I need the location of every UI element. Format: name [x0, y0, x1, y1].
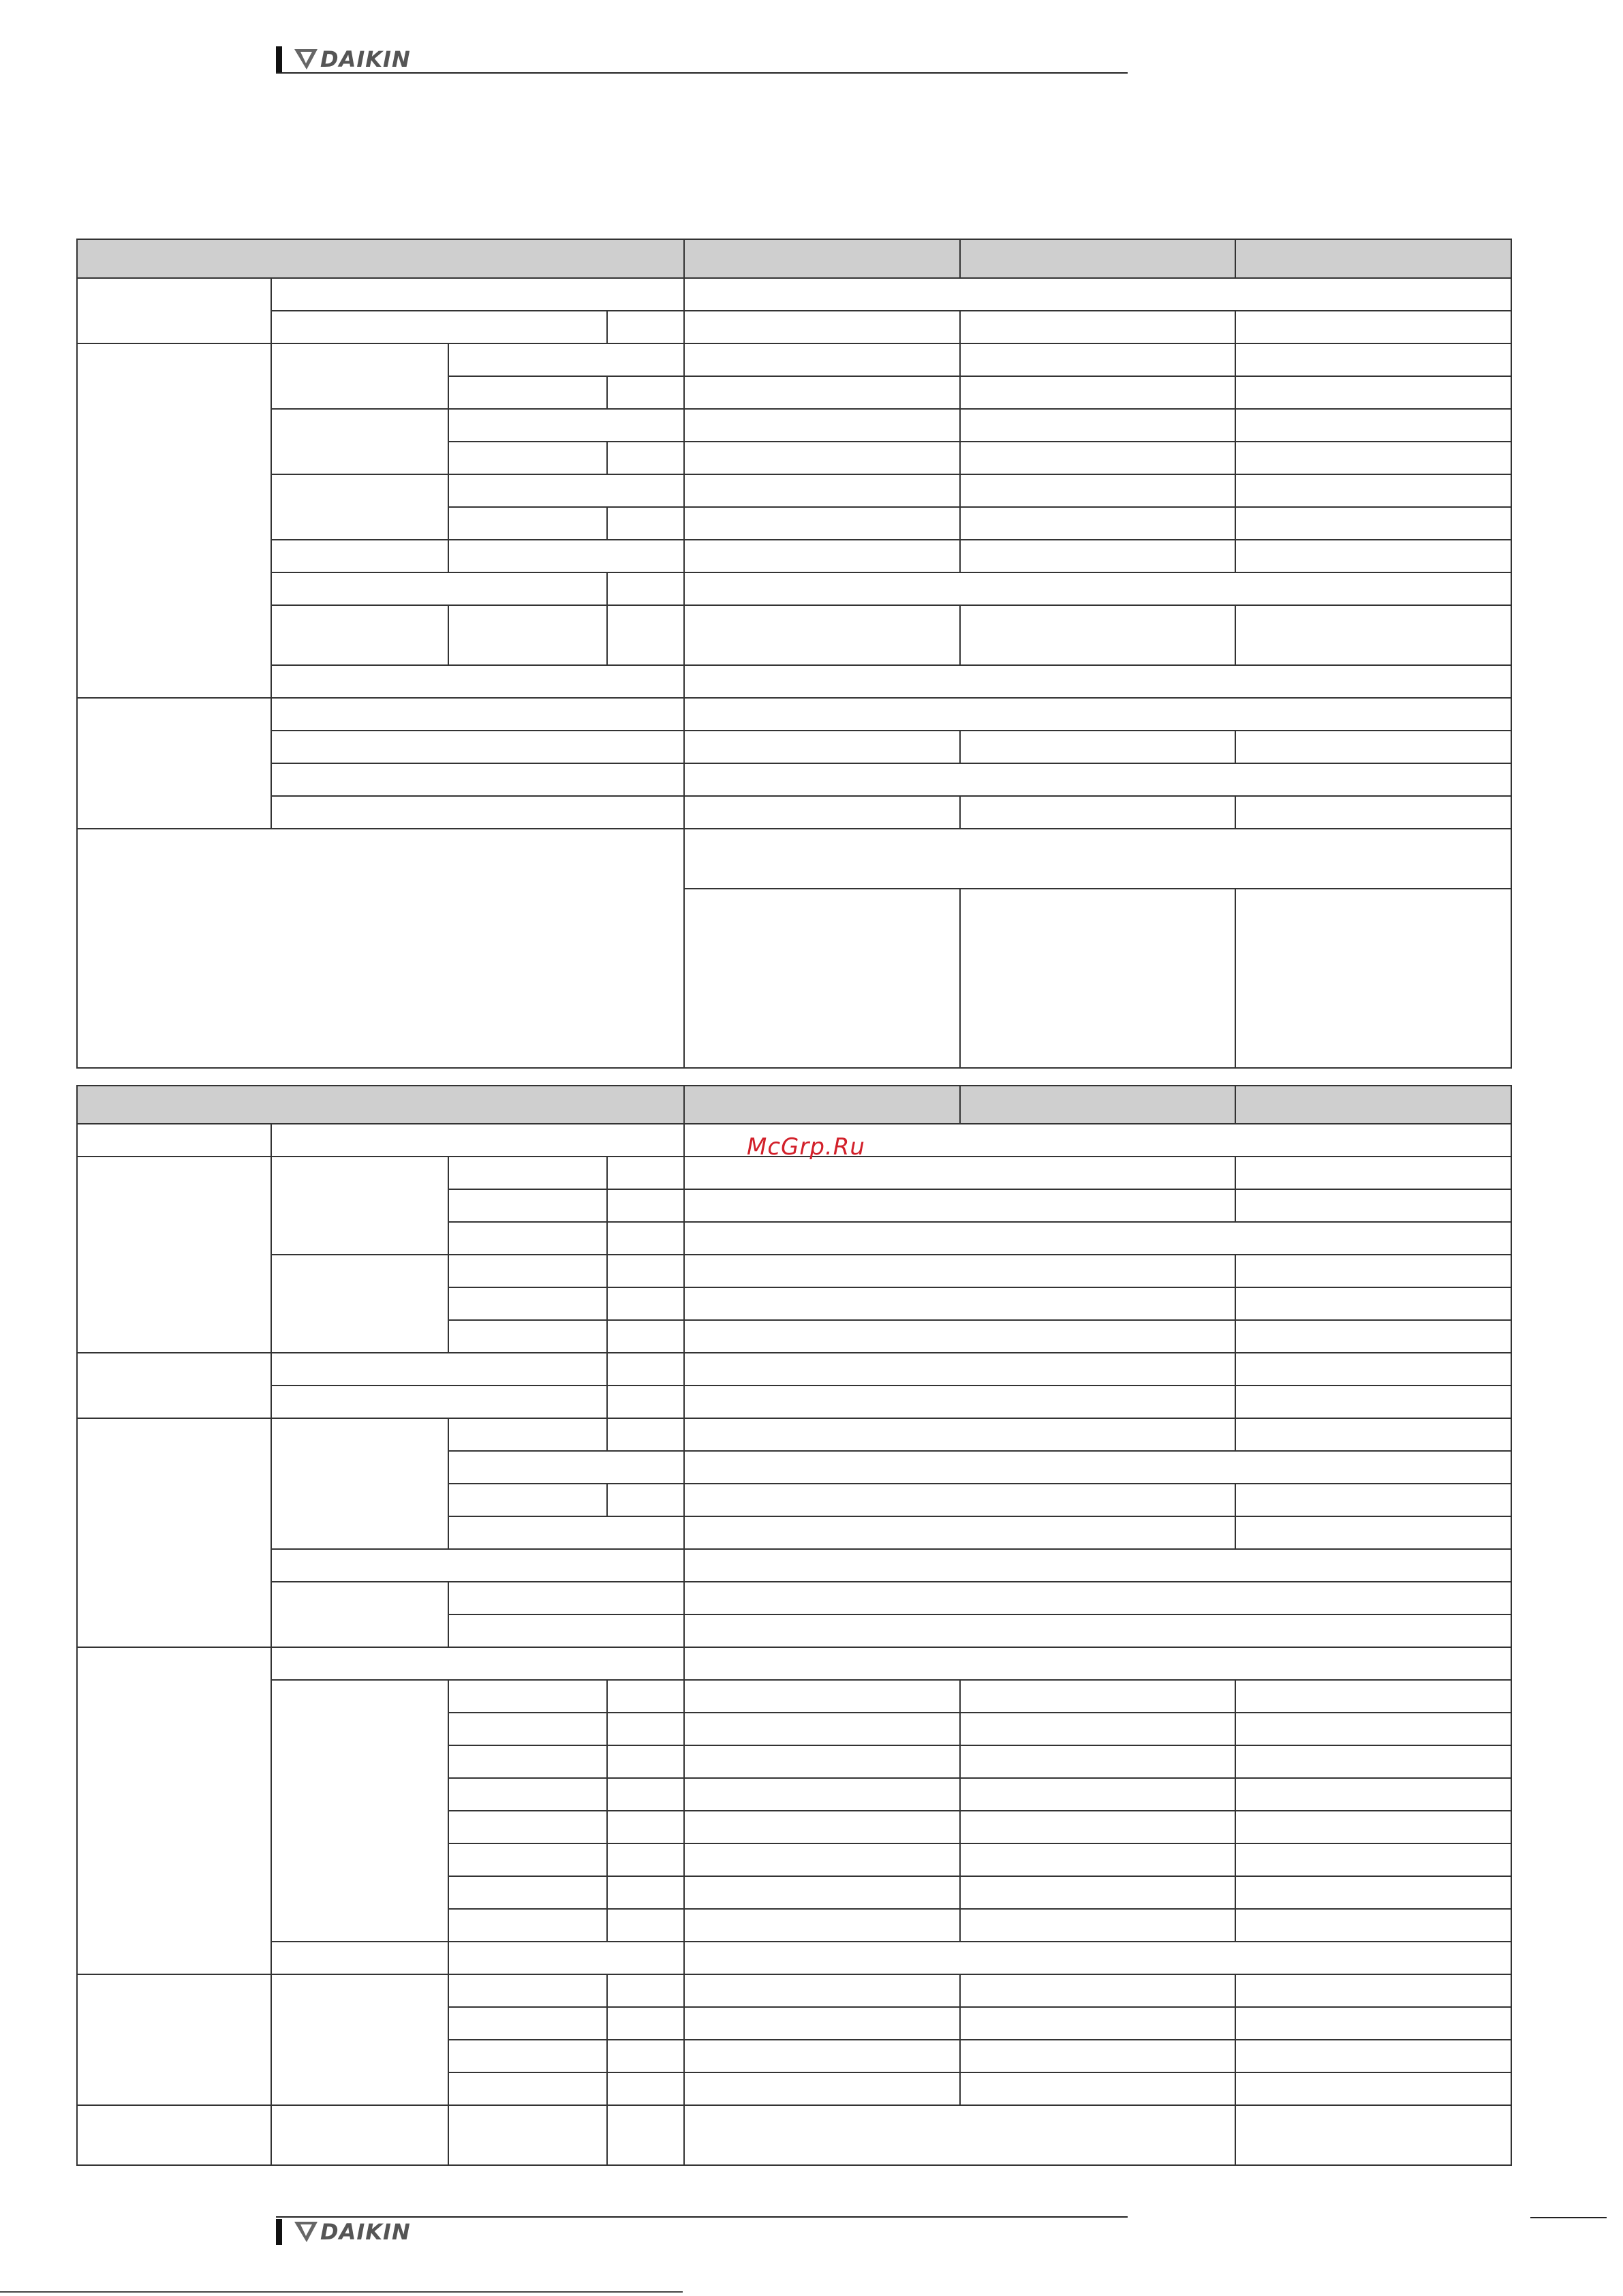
table-row [77, 1386, 1511, 1418]
table-cell [1235, 1680, 1511, 1713]
table-cell [1235, 1386, 1511, 1418]
header-rule [276, 72, 1128, 74]
table-cell [684, 1320, 1235, 1353]
table-cell [77, 829, 684, 1068]
table-cell [684, 665, 1511, 698]
table-cell [607, 311, 684, 343]
table-cell [448, 2007, 607, 2040]
table-cell [960, 376, 1235, 409]
table-cell [448, 605, 607, 665]
table-cell [1235, 1974, 1511, 2007]
table1-header-row [77, 239, 1511, 278]
table-cell [607, 1418, 684, 1451]
table-cell [684, 1386, 1235, 1418]
table-row [77, 1647, 1511, 1680]
table-cell [77, 2105, 271, 2165]
table-cell [448, 1942, 684, 1974]
table-cell [960, 2072, 1235, 2105]
table1-header-cell [77, 239, 684, 278]
table-cell [77, 1647, 271, 1974]
table-cell [607, 1909, 684, 1942]
table-cell [77, 1157, 271, 1353]
table-cell [448, 2040, 607, 2072]
table-cell [77, 1418, 271, 1647]
footer-logo [276, 2219, 411, 2245]
table-cell [684, 1876, 960, 1909]
table2-header-cell [77, 1086, 684, 1124]
table-cell [1235, 1320, 1511, 1353]
table-cell [684, 763, 1511, 796]
table-cell [1235, 1843, 1511, 1876]
bottom-edge-rule [0, 2291, 683, 2293]
table-cell [448, 1876, 607, 1909]
table-cell [607, 1353, 684, 1386]
table-cell [448, 1222, 607, 1255]
table-cell [1235, 1713, 1511, 1745]
table-cell [684, 1222, 1511, 1255]
table-cell [684, 507, 960, 540]
table-cell [607, 2105, 684, 2165]
table-cell [271, 572, 607, 605]
table-cell [77, 278, 271, 343]
table-row [77, 311, 1511, 343]
logo-bar [276, 2219, 282, 2245]
table-cell [607, 1255, 684, 1287]
table-cell [448, 376, 607, 409]
table-cell [684, 605, 960, 665]
table2-header-model-3 [1235, 1086, 1511, 1124]
table-cell [684, 376, 960, 409]
table-cell [607, 1320, 684, 1353]
table-cell [448, 1680, 607, 1713]
table-cell [271, 698, 684, 731]
table-cell [684, 1680, 960, 1713]
table-cell [448, 1189, 607, 1222]
table-cell [448, 1811, 607, 1843]
table-cell [684, 2040, 960, 2072]
table-cell [448, 1909, 607, 1942]
table-cell [607, 1713, 684, 1745]
table-cell [1235, 1811, 1511, 1843]
table-cell [684, 343, 960, 376]
table-cell [684, 1843, 960, 1876]
table-cell [684, 2072, 960, 2105]
table-cell [684, 1811, 960, 1843]
table-cell [607, 572, 684, 605]
table-cell [960, 343, 1235, 376]
table-cell [1235, 1157, 1511, 1189]
table-cell [684, 1647, 1511, 1680]
table-cell [684, 1353, 1235, 1386]
table-cell [448, 507, 607, 540]
table-cell [271, 1680, 448, 1942]
table-cell [684, 796, 960, 829]
table-cell [1235, 1745, 1511, 1778]
table1-header-model-1 [684, 239, 960, 278]
table-cell [684, 829, 1511, 889]
footer-brand-text: DAIKIN [320, 2219, 411, 2245]
table-cell [960, 605, 1235, 665]
table-cell [448, 1713, 607, 1745]
table-cell [960, 1811, 1235, 1843]
table-cell [448, 343, 684, 376]
table-row [77, 1942, 1511, 1974]
table-row [77, 1549, 1511, 1582]
table-row [77, 572, 1511, 605]
daikin-chevron-icon [294, 2222, 318, 2242]
footer-rule [276, 2216, 1128, 2218]
table-cell [1235, 731, 1511, 763]
table-row [77, 1255, 1511, 1287]
table-cell [607, 1680, 684, 1713]
table-cell [1235, 605, 1511, 665]
table-row [77, 1418, 1511, 1451]
table-cell [684, 1484, 1235, 1516]
table-cell [960, 474, 1235, 507]
table2-header-row [77, 1086, 1511, 1124]
table-cell [271, 540, 448, 572]
table-cell [271, 409, 448, 474]
table-row [77, 1353, 1511, 1386]
table-cell [684, 1255, 1235, 1287]
table-cell [271, 605, 448, 665]
table-cell [607, 376, 684, 409]
table-cell [960, 507, 1235, 540]
table-cell [271, 1255, 448, 1353]
table-row [77, 2105, 1511, 2165]
table-cell [607, 1745, 684, 1778]
table-cell [448, 1582, 684, 1614]
table-cell [448, 1451, 684, 1484]
table-cell [271, 474, 448, 540]
table-cell [448, 1778, 607, 1811]
table-cell [271, 1386, 607, 1418]
table-cell [271, 1942, 448, 1974]
table-cell [77, 1353, 271, 1418]
table-cell [271, 1157, 448, 1255]
table-cell [1235, 1255, 1511, 1287]
table-cell [960, 1876, 1235, 1909]
table-row [77, 1680, 1511, 1713]
table-cell [448, 409, 684, 442]
page-number-rule [1530, 2217, 1607, 2218]
table-cell [448, 1516, 684, 1549]
table-cell [448, 1614, 684, 1647]
table-cell [77, 698, 271, 829]
table-cell [448, 1745, 607, 1778]
table-cell [960, 889, 1235, 1068]
table-row [77, 731, 1511, 763]
spec-table-2 [76, 1085, 1511, 2166]
table-cell [1235, 474, 1511, 507]
table-row [77, 796, 1511, 829]
table-cell [77, 1124, 271, 1157]
table-cell [960, 2007, 1235, 2040]
table-cell [448, 1255, 607, 1287]
table2-header-model-2 [960, 1086, 1235, 1124]
table-cell [684, 442, 960, 474]
table-cell [448, 1157, 607, 1189]
table-cell [684, 1157, 1235, 1189]
table-cell [271, 1124, 684, 1157]
table2-header-model-1 [684, 1086, 960, 1124]
spec-table-1 [76, 239, 1511, 1069]
table-cell [960, 311, 1235, 343]
table-row [77, 343, 1511, 376]
table-cell [607, 1778, 684, 1811]
table-row [77, 763, 1511, 796]
table-cell [684, 1451, 1511, 1484]
table-cell [960, 796, 1235, 829]
table-cell [684, 1713, 960, 1745]
table-cell [960, 1680, 1235, 1713]
table-cell [684, 889, 960, 1068]
table-cell [1235, 889, 1511, 1068]
table-cell [684, 1745, 960, 1778]
table-cell [607, 1974, 684, 2007]
table-cell [448, 2072, 607, 2105]
table-row [77, 1974, 1511, 2007]
table-cell [1235, 442, 1511, 474]
table-cell [607, 1222, 684, 1255]
table-cell [607, 1811, 684, 1843]
table-cell [607, 2040, 684, 2072]
table-cell [960, 1778, 1235, 1811]
table-cell [1235, 311, 1511, 343]
table-cell [448, 1287, 607, 1320]
table-cell [684, 2105, 1235, 2165]
table-cell [607, 2007, 684, 2040]
daikin-logo [294, 2219, 411, 2245]
table-cell [1235, 1418, 1511, 1451]
table-cell [960, 1713, 1235, 1745]
table-cell [448, 442, 607, 474]
table-cell [1235, 507, 1511, 540]
table-cell [607, 605, 684, 665]
header-brand-text: DAIKIN [320, 46, 411, 72]
table-cell [271, 796, 684, 829]
table-cell [684, 2007, 960, 2040]
table-cell [684, 1582, 1511, 1614]
table-cell [684, 311, 960, 343]
table-row [77, 1157, 1511, 1189]
table-cell [684, 540, 960, 572]
table-cell [1235, 796, 1511, 829]
table-cell [684, 474, 960, 507]
table-cell [448, 1974, 607, 2007]
table-cell [1235, 1516, 1511, 1549]
table-cell [1235, 540, 1511, 572]
table-cell [1235, 409, 1511, 442]
table-cell [684, 1516, 1235, 1549]
table-cell [1235, 376, 1511, 409]
table-row [77, 474, 1511, 507]
table-cell [960, 731, 1235, 763]
table-cell [684, 1909, 960, 1942]
table-cell [271, 1418, 448, 1549]
table-cell [1235, 1189, 1511, 1222]
table-cell [607, 1386, 684, 1418]
table-cell [1235, 2072, 1511, 2105]
table-cell [271, 1549, 684, 1582]
table-row [77, 278, 1511, 311]
table-cell [684, 1287, 1235, 1320]
table-row [77, 605, 1511, 665]
table-cell [1235, 2007, 1511, 2040]
table-cell [960, 1909, 1235, 1942]
table-cell [1235, 1484, 1511, 1516]
table-row [77, 540, 1511, 572]
table-cell [960, 1974, 1235, 2007]
table-cell [607, 507, 684, 540]
table-cell [271, 763, 684, 796]
table1-header-model-3 [1235, 239, 1511, 278]
table-cell [684, 1942, 1511, 1974]
table-cell [960, 442, 1235, 474]
table-cell [684, 731, 960, 763]
daikin-chevron-icon [294, 49, 318, 70]
table-cell [271, 1974, 448, 2105]
table-cell [77, 1974, 271, 2105]
table-cell [607, 1157, 684, 1189]
table-row [77, 409, 1511, 442]
table-cell [448, 540, 684, 572]
table-row [77, 1582, 1511, 1614]
table-cell [684, 572, 1511, 605]
watermark-text: McGrp.Ru [747, 1133, 865, 1161]
table-cell [271, 1647, 684, 1680]
table-row [77, 698, 1511, 731]
table-cell [607, 2072, 684, 2105]
table-cell [448, 1320, 607, 1353]
table-cell [448, 1418, 607, 1451]
table-cell [607, 1189, 684, 1222]
table-cell [960, 1745, 1235, 1778]
table-cell [607, 1287, 684, 1320]
table-cell [684, 409, 960, 442]
table-cell [1235, 1909, 1511, 1942]
table-cell [1235, 1778, 1511, 1811]
table-cell [448, 1484, 607, 1516]
table-cell [960, 1843, 1235, 1876]
table-cell [77, 343, 271, 698]
table-cell [271, 1582, 448, 1647]
table-cell [684, 278, 1511, 311]
table-cell [271, 278, 684, 311]
table-cell [271, 2105, 448, 2165]
table-cell [271, 731, 684, 763]
table-cell [448, 1843, 607, 1876]
table-cell [684, 1189, 1235, 1222]
table-cell [607, 1876, 684, 1909]
table-cell [271, 311, 607, 343]
table-cell [607, 442, 684, 474]
table-row [77, 665, 1511, 698]
table-cell [684, 1418, 1235, 1451]
table-cell [271, 1353, 607, 1386]
table-cell [448, 474, 684, 507]
table-cell [960, 409, 1235, 442]
header-logo [276, 46, 411, 72]
table-cell [684, 1614, 1511, 1647]
table-cell [1235, 1353, 1511, 1386]
table-cell [684, 698, 1511, 731]
table-cell [684, 1974, 960, 2007]
table-cell [684, 1778, 960, 1811]
table-cell [1235, 2105, 1511, 2165]
table-row [77, 829, 1511, 889]
table-cell [1235, 2040, 1511, 2072]
table-cell [1235, 1876, 1511, 1909]
table-cell [960, 2040, 1235, 2072]
table-cell [607, 1843, 684, 1876]
table-cell [271, 665, 684, 698]
daikin-logo [294, 46, 411, 72]
logo-bar [276, 46, 282, 72]
table-cell [1235, 343, 1511, 376]
table-cell [271, 343, 448, 409]
table-cell [684, 1549, 1511, 1582]
table-cell [1235, 1287, 1511, 1320]
table-cell [960, 540, 1235, 572]
table1-header-model-2 [960, 239, 1235, 278]
table-cell [448, 2105, 607, 2165]
table-cell [607, 1484, 684, 1516]
